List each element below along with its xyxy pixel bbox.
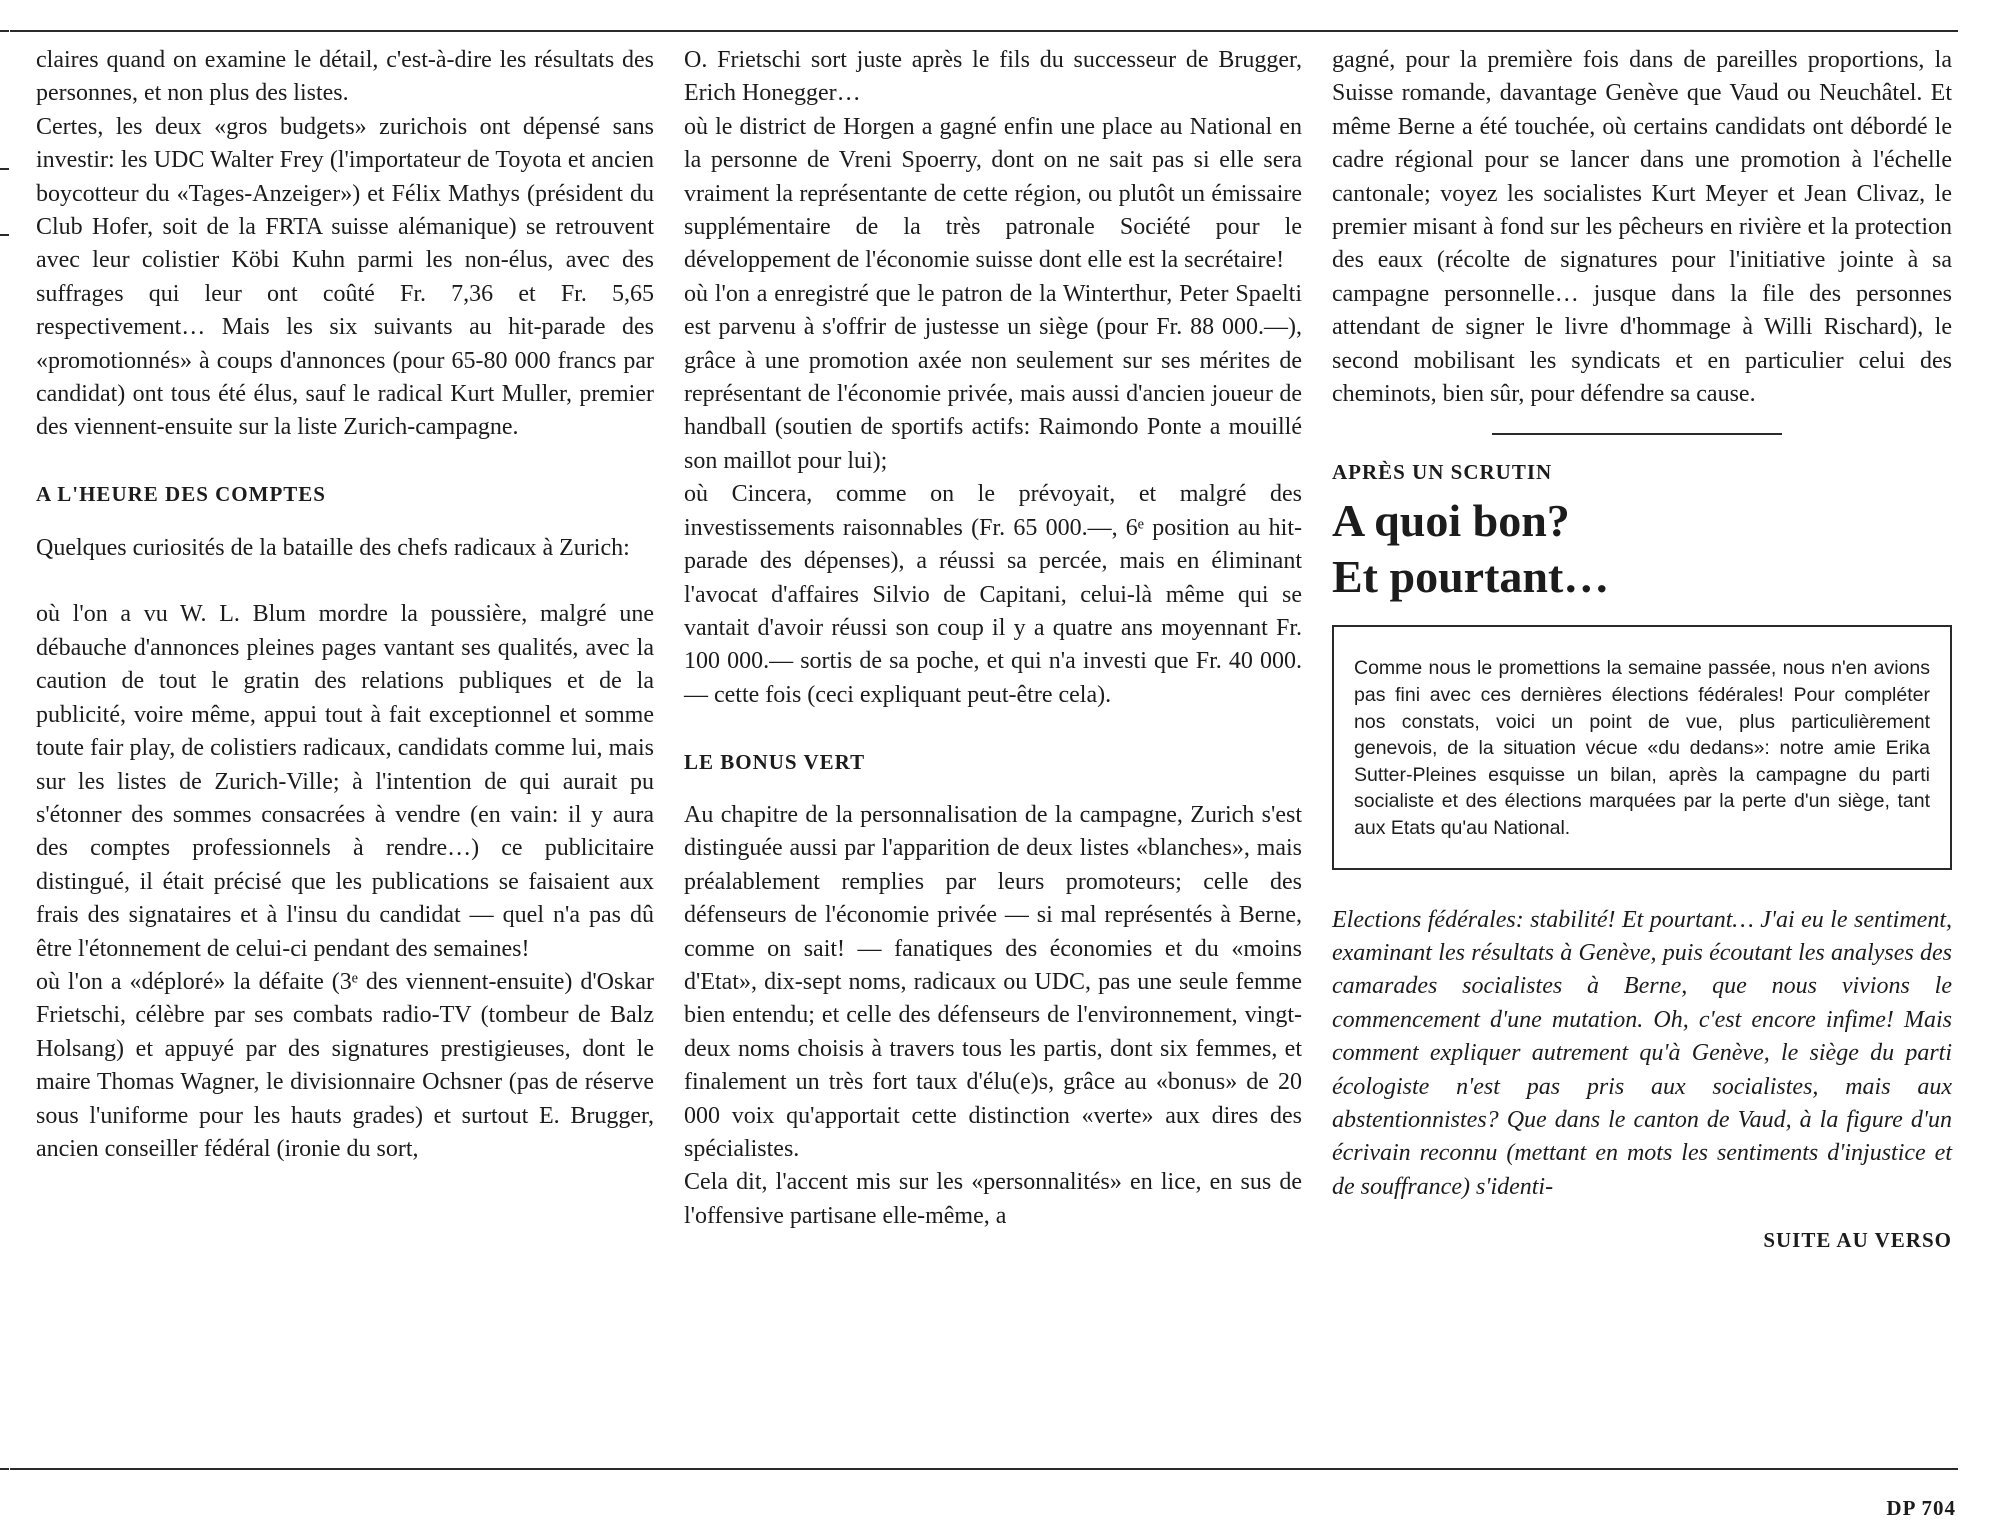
- paragraph: Quelques curiosités de la bataille des chefs radicaux à Zurich:: [36, 534, 630, 561]
- paragraph: où Cincera, comme on le prévoyait, et malgré des investissements raisonnables (Fr. 65 000.—, 6ᵉ position au hit-parade des dépenses), a réussi sa percée, mais en éliminant l'avocat d'affaires Silvio de Capitani, celui-là même qui se vantait d'avoir réussi son coup il y a quatre ans moyennant Fr. 100 000.— sortis de sa poche, et qui n'a investi que Fr. 40 000.— cette fois (ceci expliquant peut-être cela).: [684, 481, 1302, 708]
- paragraph: où l'on a vu W. L. Blum mordre la poussière, malgré une débauche d'annonces pleines pages vantant ses qualités, avec la caution de tout le gratin des relations publiques et de la publicité, voire même, appui tout à fait exceptionnel et somme toute fair play, de colistiers radicaux, candidats comme lui, mais sur les listes de Zurich-Ville; à l'intention de qui aurait pu s'étonner des sommes consacrées à vendre (en vain: il y aura des comptes professionnels à rendre…) ce publicitaire distingué, il était précisé que les publications se faisaient aux frais des signataires et à l'insu du candidat — quel n'a pas dû être l'étonnement de celui-ci pendant des semaines!: [36, 601, 654, 962]
- paragraph: où l'on a enregistré que le patron de la Winterthur, Peter Spaelti est parvenu à s'offrir de justesse un siège (pour Fr. 88 000.—), grâce à une promotion axée non seulement sur ses mérites de représentant de l'économie privée, mais aussi d'ancien joueur de handball (soutien de sportifs actifs: Raimondo Ponte a mouillé son maillot pour lui);: [684, 280, 1302, 474]
- paragraph: O. Frietschi sort juste après le fils du successeur de Brugger, Erich Honegger…: [684, 47, 1302, 107]
- article-headline: [1332, 493, 1952, 605]
- paragraph: claires quand on examine le détail, c'est-à-dire les résultats des personnes, et non plus des listes.: [36, 47, 654, 107]
- paragraph: gagné, pour la première fois dans de pareilles proportions, la Suisse romande, davantage Genève que Vaud ou Neuchâtel. Et même Berne a été touchée, où certains candidats ont débordé le cadre régional pour se lancer dans une promotion à l'échelle cantonale; voyez les socialistes Kurt Meyer et Jean Clivaz, le premier misant à fond sur les pêcheurs en rivière et la protection des eaux (récolte de signatures pour l'initiative jointe à sa campagne personnelle… jusque dans la file des personnes attendant de signer le livre d'hommage à Willi Rischard), le second mobilisant les syndicats et en particulier celui des cheminots, bien sûr, pour défendre sa cause.: [1332, 47, 1952, 408]
- column-1: [36, 44, 654, 1166]
- paragraph: Cela dit, l'accent mis sur les «personnalités» en lice, en sus de l'offensive partisane elle-même, a: [684, 1169, 1302, 1229]
- paragraph: où le district de Horgen a gagné enfin une place au National en la personne de Vreni Spoerry, dont on ne sait pas si elle sera vraiment la représentante de cette région, ou plutôt un émissaire supplémentaire de la très patronale Société pour le développement de l'économie suisse dont elle est la secrétaire!: [684, 113, 1302, 274]
- intro-box: Comme nous le promettions la semaine passée, nous n'en avions pas fini avec ces dernières élections fédérales! Pour compléter nos constats, voici un point de vue, plus particulièrement genevois, de la situation vécue «du dedans»: notre amie Erika Sutter-Pleines esquisse un bilan, après la campagne du parti socialiste et des élections marquées par la perte d'un siège, tant aux Etats qu'au National.: [1332, 625, 1952, 869]
- margin-tick: [0, 1468, 9, 1470]
- headline-line: Et pourtant…: [1332, 551, 1610, 603]
- margin-tick: [0, 234, 9, 236]
- margin-tick: [0, 30, 9, 32]
- headline-line: A quoi bon?: [1332, 495, 1570, 547]
- column-3: [1332, 44, 1952, 1258]
- column-2: [684, 44, 1302, 1233]
- top-rule: [10, 30, 1958, 32]
- margin-tick: [0, 168, 9, 170]
- article-kicker: APRÈS UN SCRUTIN: [1332, 460, 1553, 485]
- paragraph: Au chapitre de la personnalisation de la campagne, Zurich s'est distinguée aussi par l'apparition de deux listes «blanches», mais préalablement remplies par leurs promoteurs; celle des défenseurs de l'économie privée — si mal représentés à Berne, comme on sait! — fanatiques des économies et du «moins d'Etat», dix-sept noms, radicaux ou UDC, pas une seule femme bien entendu; et celle des défenseurs de l'environnement, vingt-deux noms choisis à travers tous les partis, dont six femmes, et finalement un très fort taux d'élu(e)s, grâce au «bonus» de 20 000 voix qu'apportait cette distinction «verte» aux dires des spécialistes.: [684, 801, 1302, 1162]
- page-folio: DP 704: [1886, 1496, 1956, 1520]
- article-lead: Elections fédérales: stabilité! Et pourtant… J'ai eu le sentiment, examinant les résultats à Genève, puis écoutant les analyses des camarades socialistes à Berne, que nous vivions le commencement d'une mutation. Oh, c'est encore infime! Mais comment expliquer autrement qu'à Genève, le siège du parti écologiste n'est pas pris aux socialistes, mais aux abstentionnistes? Que dans le canton de Vaud, à la figure d'un écrivain reconnu (mettant en mots les sentiments d'injustice et de souffrance) s'identi-: [1332, 906, 1952, 1200]
- continued-notice: SUITE AU VERSO: [1763, 1228, 1952, 1253]
- section-heading: LE BONUS VERT: [684, 749, 866, 774]
- section-heading: A L'HEURE DES COMPTES: [36, 482, 326, 507]
- paragraph: Certes, les deux «gros budgets» zurichois ont dépensé sans investir: les UDC Walter Frey (l'importateur de Toyota et ancien boycotteur du «Tages-Anzeiger») et Félix Mathys (président du Club Hofer, soit de la FRTA suisse alémanique) se retrouvent avec leur colistier Köbi Kuhn parmi les non-élus, avec des suffrages qui leur ont coûté Fr. 7,36 et Fr. 5,65 respectivement… Mais les six suivants au hit-parade des «promotionnés» à coups d'annonces (pour 65-80 000 francs par candidat) ont tous été élus, sauf le radical Kurt Muller, premier des viennent-ensuite sur la liste Zurich-campagne.: [36, 113, 654, 441]
- paragraph: où l'on a «déploré» la défaite (3ᵉ des viennent-ensuite) d'Oskar Frietschi, célèbre par ses combats radio-TV (tombeur de Balz Holsang) et appuyé par des signatures prestigieuses, dont le maire Thomas Wagner, le divisionnaire Ochsner (pas de réserve sous l'uniforme pour les hauts grades) et surtout E. Brugger, ancien conseiller fédéral (ironie du sort,: [36, 968, 654, 1162]
- divider: [1492, 433, 1782, 435]
- bottom-rule: [10, 1468, 1958, 1470]
